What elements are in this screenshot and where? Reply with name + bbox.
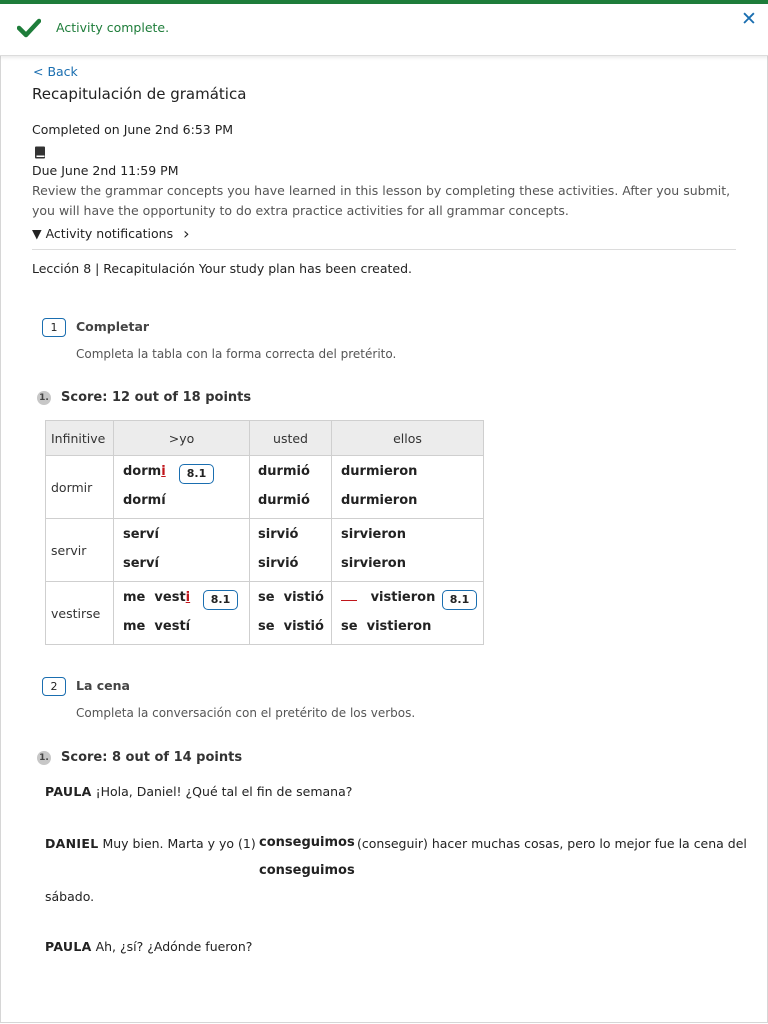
- lesson-line: Lección 8 | Recapitulación Your study plan has been created.: [32, 261, 413, 276]
- close-icon[interactable]: ✕: [741, 8, 757, 30]
- column-header: Infinitive: [46, 421, 114, 456]
- table-row: [46, 456, 484, 519]
- infinitive-cell: servir: [46, 519, 114, 582]
- score-icon: 1.: [37, 391, 51, 405]
- book-icon: [34, 144, 46, 163]
- dialog-line: [45, 939, 252, 954]
- given-answer: me vesti: [123, 590, 191, 605]
- dialog-text: (conseguir) hacer muchas cosas, pero lo mejor fue la cena del: [357, 836, 747, 851]
- completed-date: Completed on June 2nd 6:53 PM: [32, 122, 234, 137]
- answer-cell: [250, 582, 332, 645]
- back-link[interactable]: < Back: [33, 64, 78, 79]
- section-title: La cena: [76, 678, 130, 693]
- section-instructions: Completa la conversación con el pretérito de los verbos.: [76, 706, 416, 720]
- speaker-name: DANIEL: [45, 836, 99, 851]
- correct-answer: me vestí: [123, 619, 191, 634]
- given-answer: vistieron: [341, 590, 435, 605]
- given-answer: durmieron: [341, 464, 418, 479]
- activity-notifications-toggle[interactable]: [32, 223, 190, 242]
- given-answer: conseguimos: [259, 835, 355, 850]
- answer-cell: [114, 519, 250, 582]
- correct-answer: sirvieron: [341, 556, 406, 571]
- correct-answer: sirvió: [258, 556, 299, 571]
- given-answer: durmió: [258, 464, 310, 479]
- speaker-name: PAULA: [45, 939, 92, 954]
- given-answer: serví: [123, 527, 159, 542]
- infinitive-cell: vestirse: [46, 582, 114, 645]
- dialog-text: Ah, ¿sí? ¿Adónde fueron?: [95, 939, 253, 954]
- answer-cell: [114, 456, 250, 519]
- dialog-text: Muy bien. Marta y yo (1): [102, 836, 256, 851]
- score-icon: 1.: [37, 751, 51, 765]
- grammar-reference-badge[interactable]: 8.1: [179, 464, 214, 484]
- column-header: >yo: [114, 421, 250, 456]
- table-row: [46, 519, 484, 582]
- answer-cell: [250, 519, 332, 582]
- due-date: Due June 2nd 11:59 PM: [32, 163, 179, 178]
- column-header: usted: [250, 421, 332, 456]
- answer-cell: [332, 582, 484, 645]
- divider: [32, 249, 736, 250]
- correct-answer: se vistieron: [341, 619, 432, 634]
- missing-word-marker: [341, 590, 357, 601]
- score-text: Score: 8 out of 14 points: [61, 750, 243, 765]
- notifications-label: ▼ Activity notifications: [32, 226, 174, 241]
- section-instructions: Completa la tabla con la forma correcta del pretérito.: [76, 347, 397, 361]
- table-row: [46, 582, 484, 645]
- grammar-reference-badge[interactable]: 8.1: [203, 590, 238, 610]
- answer-cell: [332, 456, 484, 519]
- given-answer: se vistió: [258, 590, 324, 605]
- chevron-right-icon: ›: [183, 224, 190, 243]
- correct-answer: durmieron: [341, 493, 418, 508]
- correct-answer: dormí: [123, 493, 166, 508]
- given-answer: dormi: [123, 464, 166, 479]
- grammar-reference-badge[interactable]: 8.1: [442, 590, 477, 610]
- section-number-badge: 2: [42, 677, 66, 696]
- answer-cell: [250, 456, 332, 519]
- banner-message: Activity complete.: [56, 20, 170, 35]
- page-title: Recapitulación de gramática: [32, 85, 247, 103]
- section-number-badge: 1: [42, 318, 66, 337]
- dialog-line: [45, 836, 256, 851]
- dialog-text: sábado.: [45, 889, 95, 904]
- infinitive-cell: dormir: [46, 456, 114, 519]
- activity-description: Review the grammar concepts you have learned in this lesson by completing these activities. After you submit, you will have the opportunity to do extra practice activities for all grammar concepts.: [32, 183, 731, 218]
- section-title: Completar: [76, 319, 150, 334]
- given-answer: sirvió: [258, 527, 299, 542]
- correct-answer: se vistió: [258, 619, 324, 634]
- dialog-text: ¡Hola, Daniel! ¿Qué tal el fin de semana?: [95, 784, 353, 799]
- speaker-name: PAULA: [45, 784, 92, 799]
- correct-answer: durmió: [258, 493, 310, 508]
- column-header: ellos: [332, 421, 484, 456]
- dialog-line: [45, 784, 352, 799]
- checkmark-icon: [17, 17, 41, 43]
- completion-banner: [0, 4, 768, 56]
- given-answer: sirvieron: [341, 527, 406, 542]
- correct-answer: serví: [123, 556, 159, 571]
- answer-cell: [332, 519, 484, 582]
- answer-cell: [114, 582, 250, 645]
- conjugation-table: [45, 420, 484, 645]
- score-text: Score: 12 out of 18 points: [61, 390, 252, 405]
- correct-answer: conseguimos: [259, 863, 355, 878]
